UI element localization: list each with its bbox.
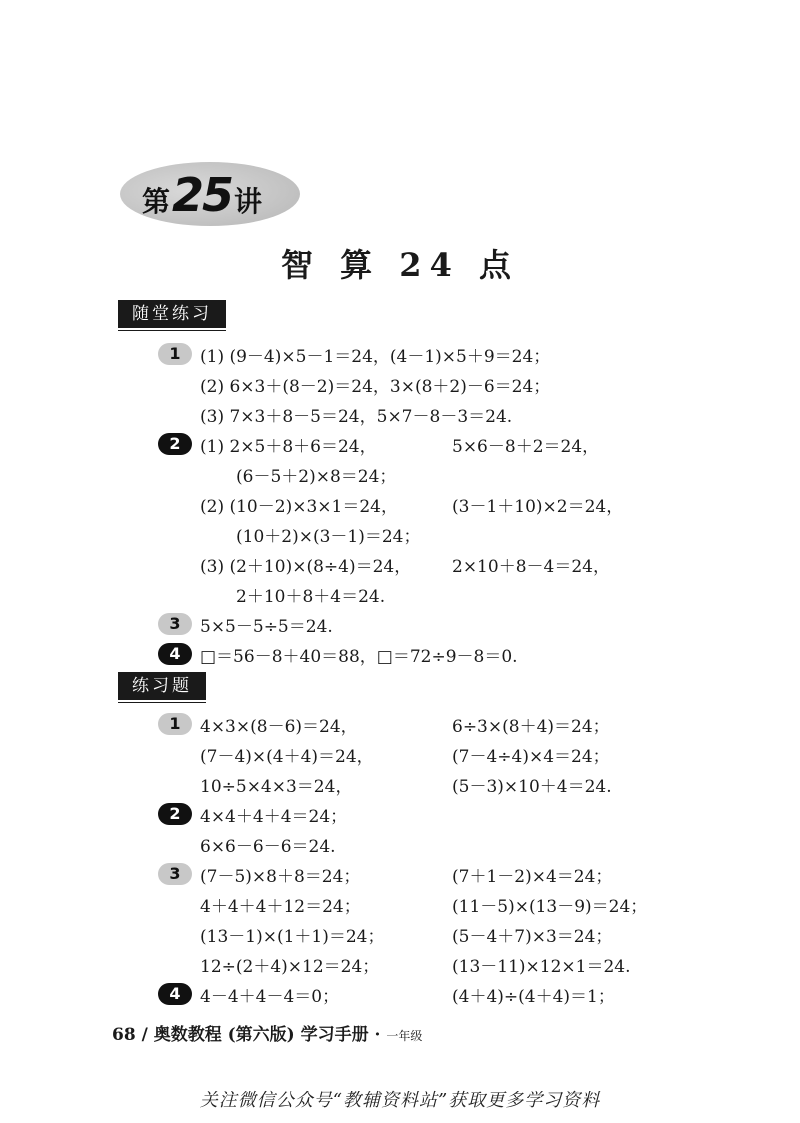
answer-line: 4＋4＋4＋12＝24；: [200, 897, 361, 917]
answer-line: (7＋1－2)×4＝24；: [452, 867, 613, 887]
exercise-number-4: 4: [158, 983, 192, 1005]
answer-line: (7－5)×8＋8＝24；: [200, 867, 361, 887]
answer-line: 5×6－8＋2＝24，: [452, 437, 600, 457]
answer-line: (10＋2)×(3－1)＝24；: [236, 527, 421, 547]
answer-line: 12÷(2＋4)×12＝24；: [200, 957, 380, 977]
page-title: 智 算 24 点: [281, 246, 519, 284]
answer-line: (6－5＋2)×8＝24；: [236, 467, 397, 487]
answer-line: (2) 6×3＋(8－2)＝24，3×(8＋2)－6＝24；: [200, 377, 551, 397]
answer-line: (7－4÷4)×4＝24；: [452, 747, 610, 767]
answer-line: 6×6－6－6＝24.: [200, 837, 336, 857]
problem-number-3: 3: [158, 613, 192, 635]
answer-line: 5×5－5÷5＝24.: [200, 617, 333, 637]
answer-line: 4－4＋4－4＝0；: [200, 987, 340, 1007]
answer-line: (5－4＋7)×3＝24；: [452, 927, 613, 947]
section-heading-in-class: 随堂练习: [118, 300, 226, 328]
answer-line: □＝56－8＋40＝88，□＝72÷9－8＝0.: [200, 647, 518, 667]
lecture-suffix: 讲: [234, 185, 263, 218]
exercise-number-2: 2: [158, 803, 192, 825]
answer-line: (3) (2＋10)×(8÷4)＝24，: [200, 557, 412, 577]
answer-line: 4×3×(8－6)＝24，: [200, 717, 358, 737]
section-heading-exercises: 练习题: [118, 672, 206, 700]
lecture-badge: [120, 162, 300, 226]
lecture-number: 25: [172, 168, 233, 222]
answer-line: 6÷3×(8＋4)＝24；: [452, 717, 610, 737]
answer-line: 10÷5×4×3＝24，: [200, 777, 353, 797]
page-footer: [112, 1020, 422, 1045]
problem-number-1: 1: [158, 343, 192, 365]
watermark-text: 关注微信公众号“教辅资料站”获取更多学习资料: [199, 1090, 601, 1111]
lecture-prefix: 第: [142, 185, 171, 218]
answer-line: 2＋10＋8＋4＝24.: [236, 587, 386, 607]
footer-text: 68 / 奥数教程 (第六版) 学习手册 ·: [112, 1025, 387, 1045]
exercise-number-1: 1: [158, 713, 192, 735]
answer-line: (7－4)×(4＋4)＝24，: [200, 747, 374, 767]
footer-grade: 一年级: [386, 1029, 423, 1043]
answer-line: (11－5)×(13－9)＝24；: [452, 897, 648, 917]
answer-line: (5－3)×10＋4＝24.: [452, 777, 612, 797]
answer-line: 2×10＋8－4＝24，: [452, 557, 610, 577]
answer-line: (13－11)×12×1＝24.: [452, 957, 631, 977]
answer-line: (3－1＋10)×2＝24，: [452, 497, 624, 517]
exercise-number-3: 3: [158, 863, 192, 885]
answer-line: (1) 2×5＋8＋6＝24，: [200, 437, 377, 457]
problem-number-4: 4: [158, 643, 192, 665]
answer-line: (3) 7×3＋8－5＝24，5×7－8－3＝24.: [200, 407, 513, 427]
answer-line: (13－1)×(1＋1)＝24；: [200, 927, 385, 947]
problem-number-2: 2: [158, 433, 192, 455]
answer-line: (4＋4)÷(4＋4)＝1；: [452, 987, 615, 1007]
answer-line: (2) (10－2)×3×1＝24，: [200, 497, 398, 517]
answer-line: (1) (9－4)×5－1＝24，(4－1)×5＋9＝24；: [200, 347, 551, 367]
answer-line: 4×4＋4＋4＝24；: [200, 807, 348, 827]
